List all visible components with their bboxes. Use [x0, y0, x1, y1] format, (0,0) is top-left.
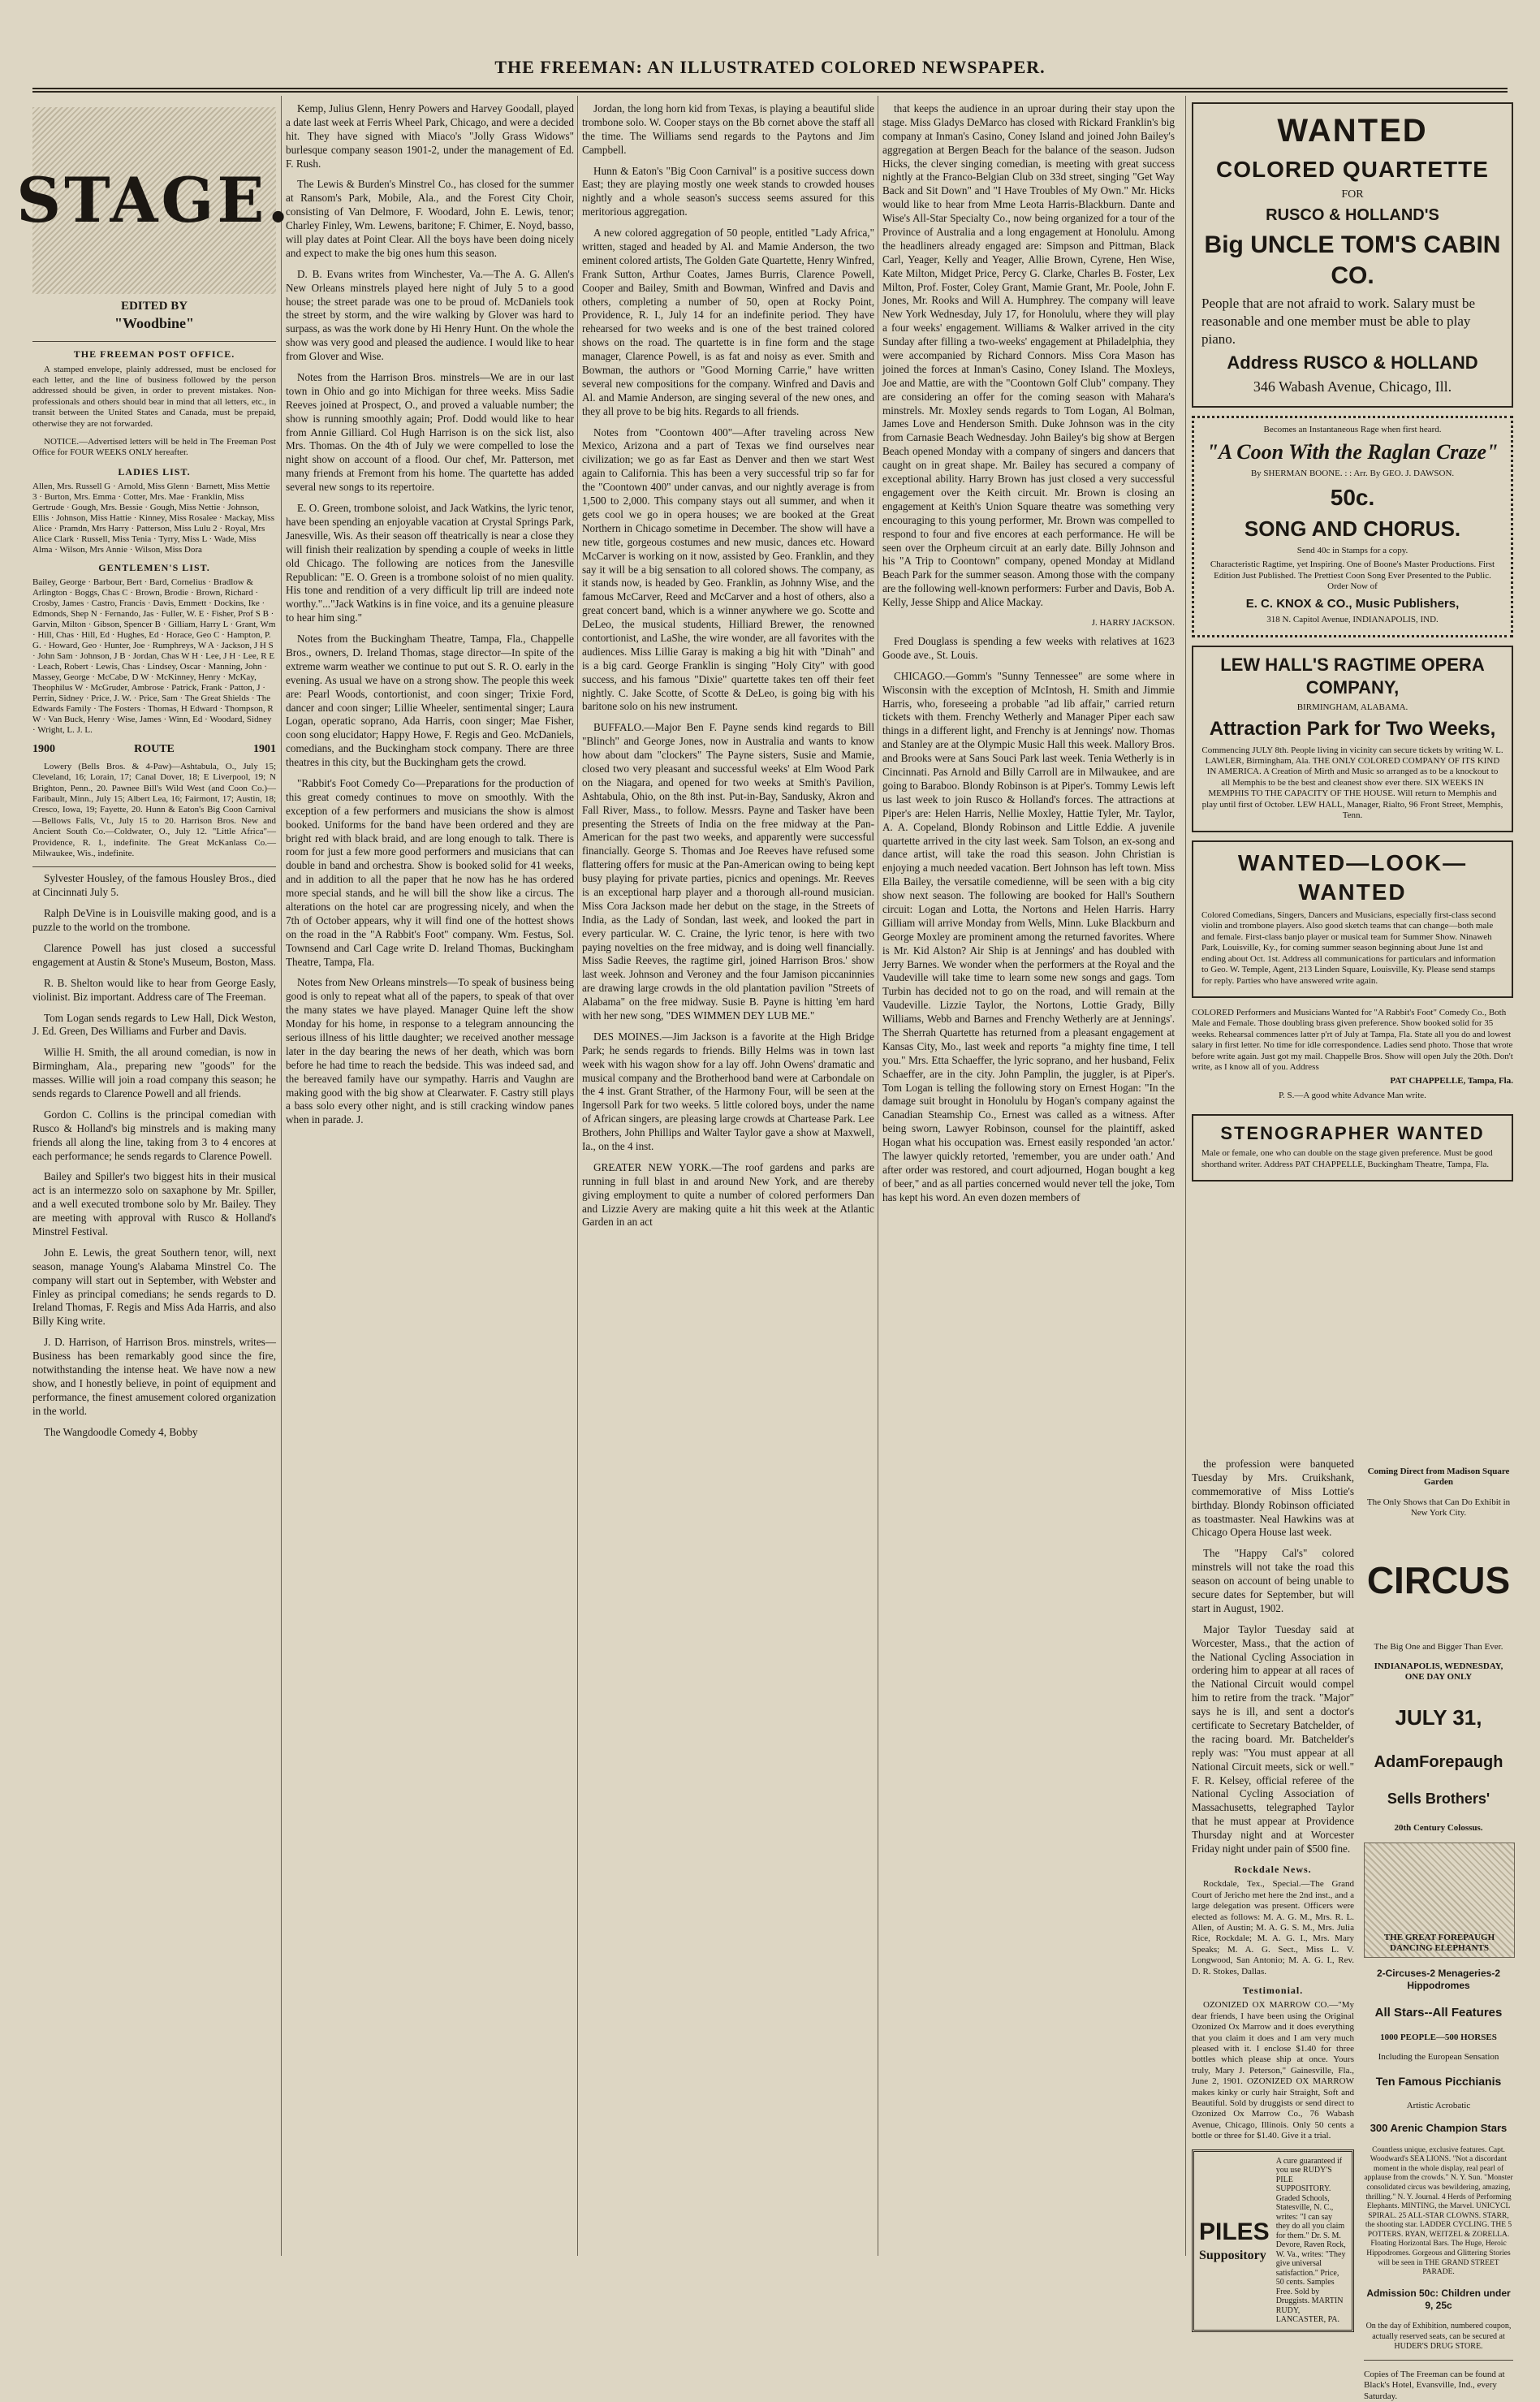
article-paragraph: A new colored aggregation of 50 people, entitled "Lady Africa," written, staged and headed by Al. and Mamie Anderson, the two eminent colored artists, The Golden Gate Quartette, Henry Winfred, Frank Sutton, Arthur Coates, James Burris, Clarence Powell, Cooper and Bailey, Smith and Bowman, Winfred and Davis and others, completing a number of 50, open at Rocky Point, Providence, R. I., July 14 for an indefinite period. They have rehearsed for two weeks and is one of the best trained colored shows on the road. The quartette is in fine form and the stage manager, Clarence Powell, is as fat and noisy as ever. Smith and Bowman, the authors or "Good Morning Carrie," have written several new compositions for the company. Winfred and Davis and Al. and Mamie Anderson, are singing several of the new ones, and they all prove to be big hits. Regards to all friends. — [582, 227, 874, 417]
ad-signed: PAT CHAPPELLE, Tampa, Fla. — [1390, 1076, 1513, 1087]
circus-all-stars: All Stars--All Features — [1374, 2005, 1503, 2020]
column-4 — [882, 102, 1175, 2254]
route-title: ROUTE — [134, 742, 175, 755]
page-header: THE FREEMAN: AN ILLUSTRATED COLORED NEWSPAPER. — [494, 57, 1046, 77]
article-paragraph: J. D. Harrison, of Harrison Bros. minstrels, writes—Business has been remarkably good since the fire, notwithstanding the intense heat. We have now a new show, and I honestly believe, in point of equipment and performance, the finest amusement colored organization in the world. — [32, 1336, 276, 1417]
ad-subheading: COLORED QUARTETTE — [1216, 157, 1489, 183]
circus-details: Countless unique, exclusive features. Capt. Woodward's SEA LIONS. "Not a discordant moment in the whole display, real pearl of applause from the crowds." N. Y. Sun. "Monster consolidated circus was bewildering, amazing, thrilling." N. Y. Journal. 4 Herds of Performing Elephants. MINTING, the Marvel. UNICYCL SPIRAL. 25 ALL-STAR CLOWNS. STARR, the shooting star. LADDER CYCLING. THE 5 POTTERS. RYAN, WEITZEL & ZORELLA. Floating Horizontal Bars. The Huge, Heroic Hippodromes. Gorgeous and Glittering Stories will be seen in THE GRAND STREET PARADE. — [1364, 2145, 1513, 2277]
editor-name: "Woodbine" — [114, 315, 194, 332]
article-paragraph: Notes from the Buckingham Theatre, Tampa, Fla., Chappelle Bros., owners, D. Ireland Thomas, stage director—In spite of the extreme warm weather we continue to put out S. R. O. early in the evening. As usual we have on a strong show. The people this week are: Pearl Woods, contortionist, and coon singer; Trixie Ford, dancer and coon singer; Lillie Wheeler, sentimental singer; Laura Logan, operatic soprano, Ada Harris, coon singer; Mae Fisher, coon song elucidator; Happy Howe, F. Regis and Geo. McDaniels, comedians, and the Buckingham stock company. There are three theatres in this city, but the Buckingham gets the crowd. — [286, 633, 574, 769]
ad-send: Send 40c in Stamps for a copy. — [1296, 545, 1408, 555]
article-paragraph: Tom Logan sends regards to Lew Hall, Dick Weston, J. Ed. Green, Des Williams and Furber and Davis. — [32, 1011, 276, 1038]
ad-body: COLORED Performers and Musicians Wanted for "A Rabbit's Foot" Comedy Co., Both Male and Female. Those doubling brass given preference. Show booked solid for 35 weeks. Rehearsal commences latter p'rt of July at Tampa, Fla. State all you do and lowest salary in first letter. No time for idle correspondence. Ladies send photo. Those that wrote before write again. Just got my mail. Chappelle Bros. Show will open July the 20th. Don't write, as I know all of you. Address — [1192, 1007, 1513, 1072]
ad-ps: P. S.—A good white Advance Man write. — [1279, 1090, 1426, 1100]
article-paragraph: Major Taylor Tuesday said at Worcester, Mass., that the action of the National Cycling Association in ordering him to appear at all races of the National Circuit would compel him to retire from the track. "Major" says he is ill, and sent a doctor's certificate to Secretary Batchelder, of the racing board. Mr. Batchelder's reply was: "You must appear at all National Circuit meets, sick or well." F. R. Kelsey, official referee of the National Cycling Association of Massachusetts, telegraphed Taylor that he must appear at Providence Thursday night and at Worcester Friday night under pain of $500 fine. — [1192, 1622, 1354, 1856]
article-paragraph: D. B. Evans writes from Winchester, Va.—The A. G. Allen's New Orleans minstrels played here night of July 5 to a good house; the street parade was one to be proud of. McDaniels took the street by storm, and the wire walking by Glover was hard to surpass, as was the work done by Hi Henry Hunt. On the whole the show was very good and pleased the audience. I would like to hear from Glover and Wise. — [286, 267, 574, 363]
circus-people: 1000 PEOPLE—500 HORSES — [1380, 2032, 1497, 2042]
ad-credits: By SHERMAN BOONE. : : Arr. By GEO. J. DAWSON. — [1250, 469, 1455, 479]
ad-song-title: "A Coon With the Raglan Craze" — [1206, 440, 1499, 464]
circus-admission: Admission 50c: Children under 9, 25c — [1366, 2287, 1511, 2312]
ad-piles — [1192, 2149, 1354, 2332]
header-rule — [32, 88, 1508, 93]
article-paragraph: Fred Douglass is spending a few weeks with relatives at 1623 Goode ave., St. Louis. — [882, 635, 1175, 661]
ad-song-chorus: SONG AND CHORUS. — [1244, 516, 1461, 541]
circus-european: Including the European Sensation — [1378, 2052, 1499, 2063]
route-text: Lowery (Bells Bros. & 4-Paw)—Ashtabula, O., July 15; Cleveland, 16; Lorain, 17; Canal Dover, 18; E Liverpool, 19; N Brighton, Penn., 20. Pawnee Bill's Wild West (and Coon Co.)—Faribault, Minn., July 15; Albert Lea, 16; Fairmont, 17; Austin, 18; Cresco, Iowa, 19; Fayette, 20. Hunn & Eaton's Big Coon Carnival—Bellows Falls, Vt., July 15 to 20. Harrison Bros. New and Ancient South Co.—Coldwater, O., July 12. "Little Africa"—Providence, R. I., indefinite. The Great McKanlass Co.—Milwaukee, Wis., indefinite. — [32, 761, 276, 859]
ladies-list: Allen, Mrs. Russell G · Arnold, Miss Glenn · Barnett, Miss Mettie 3 · Burton, Mrs. Emma · Cotter, Mrs. Mae · Franklin, Miss Gertrude · Gough, Mrs. Bessie · Gough, Miss Nettie · Johnson, Ellis · Johnson, Miss Hattie · Kinney, Miss Rosalee · Mackay, Miss Alice · Pramdn, Mrs Harry · Patterson, Miss Lulu 2 · Royal, Mrs Alice Clark · Russell, Miss Tenia · Tyrry, Miss L · Wade, Miss Alma · Wilson, Mrs Annie · Wilson, Miss Dora — [32, 482, 274, 555]
article-paragraph: John E. Lewis, the great Southern tenor, will, next season, manage Young's Alabama Minstrel Co. The company will start out in September, with Webster and Finley as principal comedians; he sends regards to D. Ireland Thomas, F. Regis and Miss Ada Harris, and also Billy King write. — [32, 1246, 276, 1328]
circus-admission-note: On the day of Exhibition, numbered coupon, actually reserved seats, can be secured at HUDER'S DRUG STORE. — [1365, 2322, 1512, 2351]
ad-text: Big UNCLE TOM'S CABIN CO. — [1204, 231, 1501, 289]
copies-note: Copies of The Freeman can be found at Black's Hotel, Evansville, Ind., every Saturday. — [1364, 2370, 1505, 2401]
article-paragraph: Notes from the Harrison Bros. minstrels—We are in our last town in Ohio and go into Michigan for three weeks. Miss Sadie Reeves joined at Prospect, O., and proved a valuable number; the show is running smoothly again; Prof. Dodd would like to hear from Annie Gilliard. Col Hugh Harrison is on the sick list, also Mrs. Thomas. On the 4th of July we were compelled to lose the night show on account of a flood. Our chef, Mr. Patterson, met many friends at Fremont from his home. The quartette has added several new songs to its repertoire. — [286, 371, 574, 494]
ad-text: FOR — [1341, 188, 1364, 201]
article-paragraph: BUFFALO.—Major Ben F. Payne sends kind regards to Bill "Blinch" and George Jones, now in Australia and wants to know how about dam "clockers" The Payne sisters, Susie and Mamie, closed two very pleasant and successful weeks' at Elm Wood Park on the Niagara, and opened for two weeks at Smith's Pavilion, Ashtabula, Ohio, on the 8th inst. Put-in-Bay, Sandusky, Akron and Fall River, Mass., to follow. Messrs. Payne and Tasker have been presenting the Streets of India on the free midway at the Pan-American for the past two weeks, and apparently were successful financially. George S. Thomas and Joe Reeves have refused some flattering offers for music at the Pan-American owing to being kept busy playing for private parties, picnics and openings. Mr. Reeves is an exceptional harp player and a thorough all-round musician. Miss Cora Jackson made her debut on the stage, in the Streets of India, as the Lady of Sondan, last week, and looked the part in every particular. W. C. Craine, the lyric tenor, is here with two paying novelties on the free midway, and is doing well financially. Miss Sadie Reeves, the ragtime girl, joined Harrison Bros.' show last week. Johnson and Veroney and the four Jamison piccaninnies are drawing large crowds in the old plantation pavilion "Streets of Alabama" on the free midway. Susie B. Payne is hitting 'em hard with her new song, "DES WIMMEN DEY LUB ME." — [582, 721, 874, 1022]
column-1 — [16, 102, 292, 2254]
ad-coon-song — [1192, 416, 1513, 637]
ladies-list-heading: LADIES LIST. — [118, 465, 191, 477]
route-heading — [32, 742, 276, 757]
ad-body: Male or female, one who can double on the stage given preference. Must be good shorthand writer. Address PAT CHAPPELLE, Buckingham Theatre, Tampa, Fla. — [1201, 1148, 1493, 1169]
rockdale-heading: Rockdale News. — [1234, 1863, 1312, 1875]
gentlemen-list-heading: GENTLEMEN'S LIST. — [98, 561, 210, 573]
column-divider — [281, 96, 282, 2256]
article-signoff: J. HARRY JACKSON. — [1091, 617, 1175, 628]
testimonial-text: OZONIZED OX MARROW CO.—"My dear friends, I have been using the Original Ozonized Ox Marrow and it does everything that you claim it does and I am very much pleased with it. I enclose $1.40 for three bottles which please ship at once. Yours truly, Mary J. Peterson," Gainesville, Fla., June 2, 1901. OZONIZED OX MARROW makes kinky or curly hair Straight, Soft and Beautiful. Sold by druggists or send direct to Ozonized Ox Marrow Co., 76 Wabash Avenue, Chicago, Illinois. Only 50 cents a bottle or three for $1.40. Give it a trial. — [1192, 2000, 1354, 2141]
article-paragraph: GREATER NEW YORK.—The roof gardens and parks are running in full blast in and around New York, and are thereby giving employment to quite a number of colored performers Dan and Lizzie Avery are making quite a hit this week at the Atlantic Garden in an act — [582, 1160, 874, 1229]
column-divider — [1185, 96, 1186, 2256]
article-paragraph: The Wangdoodle Comedy 4, Bobby — [44, 1425, 198, 1438]
article-paragraph: Jordan, the long horn kid from Texas, is playing a beautiful slide trombone solo. W. Cooper stays on the Bb cornet above the staff all the time. The Williams send regards to the Paytons and Jim Campbell. — [582, 102, 874, 156]
elephants-illustration — [1364, 1843, 1515, 1958]
stage-title-illustration — [16, 107, 292, 294]
article-paragraph: "Rabbit's Foot Comedy Co—Preparations for the production of this great comedy continues to move on smoothly. With the exception of a few performers and musicians the show is almost booked. Uniforms for the band have been ordered and they are bright red with black braid, and are long enough to talk. There is room for just a few more good performers and musicians that can double in band and orchestra. Show is booked solid for 41 weeks, and in addition to all the paper that he now has he has ordered more special stands, and he will bill the show like a circus. The alterations on the hotel car are progressing nicely, and when the 7th of October appears, why it will find one of the hottest shows on the road in the "A Rabbit's Foot" company. Wm. Festus, Sol. Townsend and Carl Cage write D. Ireland Thomas, Buckingham Theatre, Tampa, Fla. — [286, 776, 574, 968]
circus-picchianis: Ten Famous Picchianis — [1375, 2074, 1502, 2088]
article-paragraph: CHICAGO.—Gomm's "Sunny Tennessee" are some where in Wisconsin with the exception of McIntosh, H. Smith and Jimmie Harris, who, foreseeing a probable "ad lib affair," carried return tickets with them. Frenchy Wetherly and Manager Piper each saw things in a different light, and Frenchy is at Jennings' now. Thomas and Stanley are at the Olympic Music Hall this week. Mallory Bros. and Brooks were at Sans Souci Park last week. Tenia Wetherly is in Cincinnati. Pas Arnold and Billy Carroll are in Milwaukee, and are going to Baraboo. Blondy Robinson is at Piper's. Tommy Lewis left us last week to join Rusco & Holland's forces. The attractions at Piper's are: Helen Harris, Nellie Moxley, Hattie Tyler, Mr. Taylor, A. A. Copeland, Blondy Robinson and Little Eddie. A juvenile quartette arrived in the city last week. Sam Tolson, an ex-song and dance artist, will take the road this season. John Christian is enjoying a much needed vacation. Bert Johnson has left town. Miss Ella Bailey, the versatile comedienne, will be seen with a big city show next season. The following are booked for Hall's Southern circuit: Logan and Lotta, the Nortons and Helen Harris. Harry Gilliam will arrive Monday from Wells, Minn. Luke Blackburn and George Moxley are prominent among the returned favorites. Where is Mr. Kid Alston? Air Ship is at Jennings' and has doubled with Jerry Barnes. We wonder when the performers at the Royal and the Vaudeville will take time to learn some new songs and gags. Tom Turbin has decided not to go on the road, and will remain at the Vaudeville. Lizzie Taylor, the Nortons, Lottie Grady, Billy Williams, Webb and Barnes and Frenchy Wetherly are at Jennings'. The Sherrah Quartette has returned from a pleasant engagement at Kansas City, Mo., last week and reports "a mighty fine time, I tell you." Mrs. Etta Schaeffer, the lyric soprano, and her husband, Felix Schaeffer, are in the city. John Pamplin, the juggler, is at Piper's. Tom Logan is telling the following story on Ernest Hogan: "In the damage suit brought in Honolulu by Hogan's company against the Canadian Steamship Co., Ernest was called as a witness. After being sworn, Lawyer Robinson, counsel for the plaintiff, asked Hogan what his occupation was. Ernest easily responded 'an actor.' The lawyer quickly retorted, 'remember, you are under oath.' And after order was restored, and court adjourned, Hogan bought a keg of beer," and as all parties concerned would never tell the joke, Tom has kept his word. An even dozen members of — [882, 669, 1175, 1203]
article-paragraph: The "Happy Cal's" colored minstrels will not take the road this season on account of being unable to secure dates for September, but will start in August, 1902. — [1192, 1547, 1354, 1614]
column-5-lower-left — [1192, 1458, 1354, 2325]
ad-description: Characteristic Ragtime, yet Inspiring. One of Boone's Master Productions. First Edition Just Published. The Prettiest Coon Song Ever Presented to the Public. Order Now of — [1210, 559, 1495, 592]
ad-body: Commencing JULY 8th. People living in vicinity can secure tickets by writing W. L. LAWLER, Birmingham, Ala. THE ONLY COLORED COMPANY OF ITS KIND IN AMERICA. A Creation of Mirth and Music so arranged as to be a knockout to all Memphis to be the best and cleanest show ever there. SIX WEEKS IN MEMPHIS TO THE CAPACITY OF THE HOUSE. Will return to Memphis and play until first of October. LEW HALL, Manager, Rialto, 96 Front Street, Memphis, Tenn. — [1201, 745, 1503, 820]
article-paragraph: R. B. Shelton would like to hear from George Easly, violinist. Biz important. Address care of The Freeman. — [32, 976, 276, 1003]
circus-bigger: The Big One and Bigger Than Ever. — [1374, 1641, 1503, 1652]
circus-only: The Only Shows that Can Do Exhibit in New York City. — [1366, 1497, 1511, 1519]
circus-date: JULY 31, — [1395, 1704, 1482, 1730]
article-paragraph: Hunn & Eaton's "Big Coon Carnival" is a positive success down East; they are playing mostly one week stands to crowded houses nightly and a whole season's success seems assured for this meritorious aggregation. — [582, 164, 874, 218]
article-paragraph: Gordon C. Collins is the principal comedian with Rusco & Holland's big minstrels and is making many friends all along the line, taking from 3 to 4 encores at each performance; he sends regards to Clarence Powell. — [32, 1108, 276, 1162]
article-paragraph: DES MOINES.—Jim Jackson is a favorite at the High Bridge Park; he sends regards to friends. Billy Helms was in town last week with his wagon show for a lay off. John Owens' dramatic and musical company and the Brotherhood band were at Carbondale on the 4 inst. Grant Strather, of the Harmony Four, will be seen at the Ingersoll Park for two weeks. 5 little colored boys, under the name of African singers, are pleasing large crowds at Chartease Park. Lee Brothers, John Phillips and Walter Taylor gave a show at Maxwell, Ia., on the 4 inst. — [582, 1030, 874, 1153]
divider — [32, 341, 276, 342]
ad-body: People that are not afraid to work. Salary must be reasonable and one member must be able to play piano. — [1201, 296, 1476, 347]
piles-text: A cure guaranteed if you use RUDY'S PILE SUPPOSITORY. Graded Schools, Statesville, N. C., writes: "I can say they do all you claim for them." Dr. S. M. Devore, Raven Rock, W. Va., writes: "They give universal satisfaction." Price, 50 cents. Samples Free. Sold by Druggists. MARTIN RUDY, LANCASTER, PA. — [1275, 2156, 1346, 2325]
ad-stenographer — [1192, 1114, 1513, 1182]
ad-heading: LEW HALL'S RAGTIME OPERA COMPANY, — [1220, 655, 1485, 698]
article-paragraph: Ralph DeVine is in Louisville making good, and is a puzzle to the world on the trombone. — [32, 907, 276, 934]
divider — [1364, 2360, 1513, 2361]
piles-subtitle: Suppository — [1199, 2249, 1266, 2263]
article-paragraph: The Lewis & Burden's Minstrel Co., has closed for the summer at Ransom's Park, Mobile, Ala., and the Forest City Choir, consisting of Van Delmore, F. Woodard, John E. Lewis, tenor; Charley Finley, Wm. Lewens, baritone; F. Chimer, E. Noyd, basso, will play dates at Point Clear. All the boys have been doing nicely and expect to make the big ones hum this season. — [286, 178, 574, 259]
post-office-heading: THE FREEMAN POST OFFICE. — [73, 348, 235, 361]
article-paragraph: Kemp, Julius Glenn, Henry Powers and Harvey Goodall, played a date last week at Ferris Wheel Park, Chicago, and were a decided hit. They have signed with Miaco's "Jolly Grass Widows" burlesque company season 1901-2, under the management of Ed. F. Rush. — [286, 102, 574, 170]
circus-show: AdamForepaugh — [1374, 1752, 1503, 1771]
article-paragraph: Clarence Powell has just closed a successful engagement at Austin & Stone's Museum, Boston, Mass. — [32, 941, 276, 968]
ad-wanted-look — [1192, 840, 1513, 998]
article-paragraph: Sylvester Housley, of the famous Housley Bros., died at Cincinnati July 5. — [32, 872, 276, 899]
circus-title: CIRCUS — [1366, 1558, 1511, 1601]
route-year-left: 1900 — [32, 742, 55, 755]
ad-lew-hall — [1192, 646, 1513, 832]
ad-wanted-quartette — [1192, 102, 1513, 408]
column-2 — [286, 102, 574, 2254]
notice-text: NOTICE.—Advertised letters will be held in The Freeman Post Office for FOUR WEEKS ONLY hereafter. — [32, 437, 276, 458]
testimonial-heading: Testimonial. — [1242, 1984, 1304, 1996]
circus-colossus: 20th Century Colossus. — [1394, 1822, 1483, 1833]
rockdale-text: Rockdale, Tex., Special.—The Grand Court of Jericho met here the 2nd inst., and a large delegation was present. Officers were elected as follows: M. A. G. M., Mrs. R. L. Allen, of Austin; M. A. G. S. M., Mrs. Julia Rice, Rockdale; M. A. G. I., Mrs. Mary Speaks; M. A. G. Sect., Miss L. V. Longwood, San Antonio; M. A. G. I., Rev. D. R. Stokes, Dallas. — [1192, 1879, 1354, 1976]
ad-text: RUSCO & HOLLAND'S — [1266, 205, 1439, 224]
ad-body: Colored Comedians, Singers, Dancers and Musicians, especially first-class second violin and trombone players. Also good sketch teams that can change—both male and female. First-class banjo player or musical team for Summer Show. Ninaweh Park, Louisville, Ky., for coming summer season beginning about June 1st and ending about Oct. 1st. Address all communications for particulars and information to Geo. W. Temple, Agent, 213 Linden Square, Louisville, Ky. Please send stamps for reply. Parties who have answered write again. — [1201, 910, 1496, 986]
circus-coming: Coming Direct from Madison Square Garden — [1367, 1467, 1510, 1488]
article-paragraph: Bailey and Spiller's two biggest hits in their musical act is an intermezzo solo on saxaphone by Mr. Spiller, and a well executed trombone solo by Mr. Bailey. They are meeting with approval with Rusco & Holland's Minstrel Festival. — [32, 1170, 276, 1238]
article-paragraph: Willie H. Smith, the all around comedian, is now in Birmingham, Ala., preparing new "goods" for the masses. Willie will join a road company this season; he sends regards to Clarence Powell and all friends. — [32, 1046, 276, 1099]
circus-circuses: 2-Circuses-2 Menageries-2 Hippodromes — [1376, 1968, 1501, 1992]
article-paragraph: that keeps the audience in an uproar during their stay upon the stage. Miss Gladys DeMarco has closed with Rickard Franklin's big company at Inman's Casino, Coney Island and joined John Bailey's aggregation at Bergen Beach for the balance of the season. Judson Hicks, the clever singing comedian, is meeting with great success nightly at the Franco-Belgian Club on 33d street, singing "Get Way Back and Sit Down" and "I Have Troubles of My Own." Mr. Hicks would like to hear from Mme Leota Harris-Blackburn. Dante and Wise's All-Star Specialty Co., now being organized for a tour of the Province of Australia and a long engagement at Honolulu. Among the headliners already engaged are: Simpson and Pittman, Black Carl, Yeager, Kelly and Yeager, Allie Brown, Cyrene, Hen Wise, Kate Milton, Midget Price, Percy G. Clarke, Charles B. Foster, Lex Milton, Prof. Foster, Coley Grant, Mamie Grant, Mr. Poole, John F. Jones, Mr. Rooks and Will A. Humphrey. The company will leave New York Wednesday, July 17, for Honolulu, where they will play a four weeks' engagement. Williams & Walker arrived in the city Sunday after filling a two-weeks' engagement at Philadelphia, they were accompanied by Richard Connors. Miss Cora Mason has joined the forces at Inman's Casino, Coney Island. The Moxleys, Joe and Mattie, are with the "Coontown Golf Club" company. They are considering an offer for the coming season with Mahara's minstrels. Mr. Moxley sends regards to Tom Logan, Al Bolman, James Love and Henderson Smith. Duke Johnson was in the city from Carnasie Beach Wednesday. John Bailey's big show at Bergen Beach opened Monday with a company of singers and dancers that caught on in great shape. Mr. Bailey has secured a company of exceptional ability. Harry Brown has just closed a very successful engagement over the Keith circuit. Mr. Brown is closing an engagement at Keith's Union Square theatre was something very encouraging to this young performer, Mr. Brown was compelled to respond to four and five encores at each performance. He will be seen over the Orpheum circuit at an early date. Billy Johnson and his "A Trip to Coontown" company, opened Monday at Midland Beach Park for the summer season. Among those with the company are the following well-known performers: Furber and Davis, Bob A. Kelly, Jesse Shipp and Alice Mackay. — [882, 102, 1175, 609]
ad-publisher: E. C. KNOX & CO., Music Publishers, — [1245, 596, 1460, 611]
route-year-right: 1901 — [252, 742, 276, 755]
illustration-label: THE GREAT FOREPAUGH DANCING ELEPHANTS — [1383, 1933, 1495, 1954]
column-divider — [577, 96, 578, 2256]
post-office-text: A stamped envelope, plainly addressed, must be enclosed for each letter, and the line of business followed by the person addressed should be given, in order to prevent mistakes. Non-professionals and others should bear in mind that all letters, etc., in transit between the United States and Canada, must be prepaid, otherwise they are not forwarded. — [32, 364, 276, 429]
circus-arenic: 300 Arenic Champion Stars — [1370, 2122, 1508, 2135]
edited-by: EDITED BY — [120, 300, 188, 313]
ad-circus — [1364, 1458, 1513, 2401]
divider — [32, 866, 276, 867]
ad-publisher-address: 318 N. Capitol Avenue, INDIANAPOLIS, IND. — [1266, 614, 1439, 624]
ad-heading: STENOGRAPHER WANTED — [1220, 1123, 1485, 1144]
article-paragraph: the profession were banqueted Tuesday by Mrs. Cruikshank, commemorative of Miss Lottie's birthday. Blondy Robinson officiated as toastmaster. Neal Hawkins was at Chicago Opera House last week. — [1192, 1458, 1354, 1539]
stage-title: STAGE. — [16, 164, 292, 237]
ad-heading: WANTED — [1277, 113, 1428, 149]
piles-title: PILES — [1199, 2218, 1270, 2245]
ad-subheading: Attraction Park for Two Weeks, — [1209, 717, 1496, 740]
column-3 — [582, 102, 874, 2254]
ad-city: BIRMINGHAM, ALABAMA. — [1296, 702, 1408, 713]
article-paragraph: Notes from New Orleans minstrels—To speak of business being good is only to repeat what all of the papers, to speak of that over the many states we have played. Manager Quine left the show Monday for his home, in response to a telegram announcing the serious illness of his little daughter; we received another message later in the day bearing the news of her death, which was born before he had time to reach the bedside. This was indeed sad, and the bereaved family have our sympathy. Harris and Vaughn are making good with the big show at Clearwater. F. Castry still plays a bass solo every other night, and is still cracking window panes when in parade. J. — [286, 976, 574, 1126]
circus-city-date: INDIANAPOLIS, WEDNESDAY, ONE DAY ONLY — [1374, 1661, 1503, 1683]
gentlemen-list: Bailey, George · Barbour, Bert · Bard, Cornelius · Bradlow & Arlington · Boggs, Chas C · Brown, Brodie · Brown, Richard · Crosby, James · Castro, Francis · Davis, Emmett · Dockins, Ike · Edmonds, Shep N · Fernando, Jas · Fuller, W. E · Fisher, Prof S B · Garvin, Milton · Gibson, Spencer B · Gilliam, Harry L · Grant, Wm · Hill, Chas · Hill, Ed · Hughes, Ed · Horace, Geo C · Hampton, P. G. · Howard, Geo · Hunter, Joe · Rumphreys, W A · Jackson, J H S · John Sam · Johnson, J B · Jordan, Chas W H · Lee, J H · Lee, R E · Leach, Robert · Lewis, Chas · Lindsey, Oscar · Manning, John · Massey, George · McCabe, D W · McKinney, Henry · McKay, Theophilus W · McGruder, Ambrose · Patrick, Frank · Patton, J · Perrin, Sidney · Price, J. W. · Price, Sam · The Great Shields · The Edwards Family · The Fosters · Thomas, H Edward · Thompson, R W · Van Buck, Henry · Wise, James · Winn, Ed · Woodard, Sidney · Wright, L. J. L. — [32, 577, 276, 735]
ad-address: Address RUSCO & HOLLAND — [1227, 352, 1478, 373]
ad-heading: WANTED—LOOK—WANTED — [1237, 850, 1468, 905]
ad-price: 50c. — [1330, 484, 1375, 510]
article-paragraph: Notes from "Coontown 400"—After traveling across New Mexico, Arizona and a part of Texas we find ourselves near civilization; we go as far East as Denver and then we start West again to California. This has been a very successful trip so far for the "Coontown 400" under canvas, and our nightly average is from 1,500 to 2,000. This company stays out all summer, and when it gets cool we go in opera houses; we are booked at the Great Northern in Chicago sometime in December. The show will have a new title, gorgeous costumes and new music, dances etc. Howard McCarver is working on it now, assisted by Geo. Franklin, and they say it will be a big sensation to all colored shows. The company, as it stands now, is headed by Geo. Franklin, as Johnny Wise, and the famous McCarver, Reed and McCarver and a host of others, also a great concert band, which is a winner anywhere we go. Scotte and DeLeo, the musical students, Hilliard Brewer, the renowned contortionist, and LaShe, the wire wonder, are all favorites with the audiences. Miss Lillie Garay is making a big hit with "Dinah" and is a big card. George Franklin is singing "Holy City" with good success, and his famous "Dixie" quartette takes ten off their feet nightly. C. Jake Scotte, of Scotte & DeLeo, is going big with his baritone solo on his new instrument. — [582, 426, 874, 713]
ad-street: 346 Wabash Avenue, Chicago, Ill. — [1253, 378, 1452, 395]
ad-rabbit-foot — [1192, 1006, 1513, 1106]
circus-sells: Sells Brothers' — [1387, 1790, 1490, 1807]
article-paragraph: E. O. Green, trombone soloist, and Jack Watkins, the lyric tenor, have been spending an enjoyable vacation at Crystal Springs Park, Janesville, Wis. As their season off theatrically is near a close they will finish their realization by spending a couple of weeks in little old Chicago. The following are notices from the Janesville Republican: "E. O. Green is a trombone soloist of no mien quality. His tone and rendition of a very difficult lip trill are indeed note worthy."..."Jack Watkins is in fine voice, and its a genuine pleasure to hear him sing." — [286, 502, 574, 624]
ad-tagline: Becomes an Instantaneous Rage when first heard. — [1263, 424, 1442, 434]
circus-artistic: Artistic Acrobatic — [1406, 2100, 1471, 2110]
